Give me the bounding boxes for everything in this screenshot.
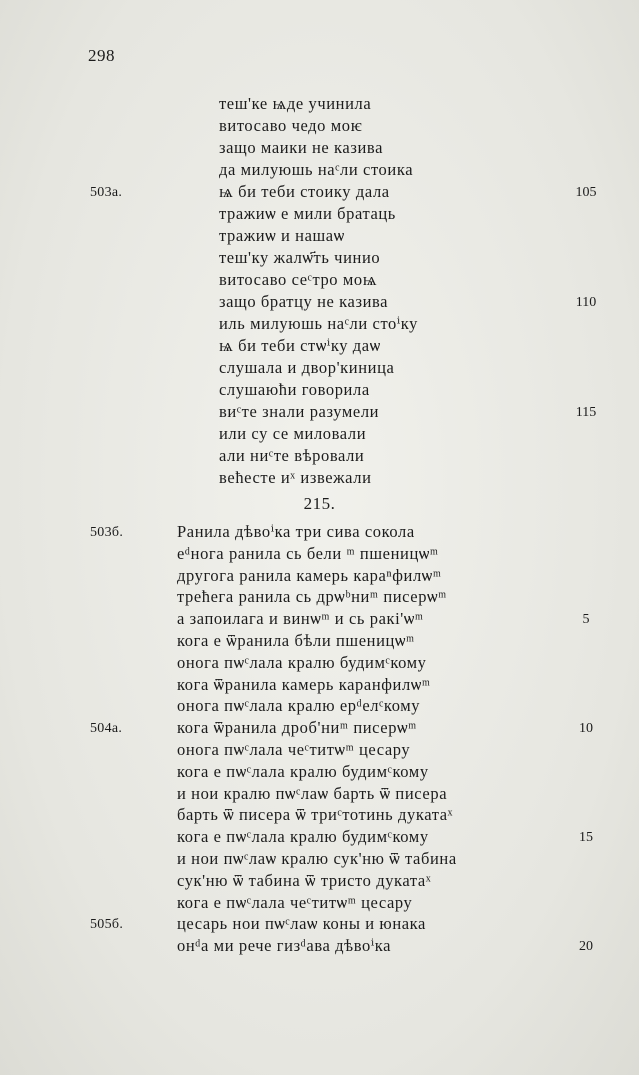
verse-line <box>0 202 639 226</box>
verse-text: онога пѡᶜлала чеᶜтитѡᵐ цесару <box>177 740 411 759</box>
verse-text: другога ранила камерь караⁿфилѡᵐ <box>177 565 442 585</box>
line-number: 15 <box>579 830 593 846</box>
verse-line <box>0 444 639 468</box>
verse-text: ѩ би теби стѡⁱку даѡ <box>219 336 381 355</box>
line-number: 110 <box>575 295 597 310</box>
verse-text: онога пѡᶜлала кралю будимᶜкому <box>177 652 427 672</box>
verse-line <box>0 891 639 915</box>
verse-text: а запоилага и винѡᵐ и сь ракі'ѡᵐ <box>177 609 424 629</box>
verse-line <box>0 825 639 849</box>
verse-text: теш'ку жалѡ҃ть чинио <box>219 248 381 267</box>
verse-text: кога е пѡᶜлала чеᶜтитѡᵐ цесару <box>177 892 413 912</box>
line-number: 115 <box>575 405 597 420</box>
manuscript-reference: 503б. <box>90 525 124 540</box>
line-number: 5 <box>582 612 590 628</box>
verse-line <box>0 542 639 566</box>
verse-text: цесарь нои пѡᶜлаѡ коны и юнака <box>177 914 426 934</box>
line-number: 10 <box>579 721 593 737</box>
verse-line <box>0 651 639 675</box>
verse-line <box>0 136 639 160</box>
verse-text: витосаво чедо моѥ <box>219 116 363 135</box>
page-number: 298 <box>88 46 115 65</box>
verse-line <box>0 629 639 653</box>
manuscript-reference: 503а. <box>90 185 123 200</box>
verse-line <box>0 847 639 871</box>
verse-text: тражиѡ и нашаѡ <box>219 226 345 245</box>
manuscript-reference: 504а. <box>90 721 123 737</box>
verse-text: защо маики не казива <box>219 138 383 157</box>
verse-line <box>0 290 639 314</box>
line-number: 105 <box>575 185 597 200</box>
verse-line <box>0 158 639 182</box>
verse-text: кога е пѡᶜлала кралю будимᶜкому <box>177 761 429 781</box>
verse-text: трећега ранила сь дрѡᵇниᵐ писерѡᵐ <box>177 587 447 607</box>
verse-line <box>0 312 639 336</box>
verse-line <box>0 334 639 358</box>
manuscript-reference: 505б. <box>90 917 124 933</box>
verse-text: али ниᶜте вѣровали <box>219 446 365 465</box>
verse-line <box>0 246 639 270</box>
verse-text: кога ѿранила дроб'ниᵐ писерѡᵐ <box>177 718 417 738</box>
verse-text: кога е ѿранила бѣли пшеницѡᵐ <box>177 631 415 650</box>
verse-line <box>0 400 639 424</box>
verse-line <box>0 356 639 380</box>
line-number: 20 <box>579 939 593 955</box>
verse-line <box>0 268 639 292</box>
verse-line <box>0 585 639 609</box>
verse-line <box>0 760 639 784</box>
verse-line <box>0 520 639 544</box>
verse-text: Ранила дѣвоⁱка три сива сокола <box>177 522 415 541</box>
verse-text: кога е пѡᶜлала кралю будимᶜкому <box>177 827 429 847</box>
verse-text: слушала и двор'киница <box>219 358 395 377</box>
verse-line <box>0 782 639 806</box>
section-number: 215. <box>303 494 336 513</box>
verse-text: или су се миловали <box>219 424 367 443</box>
verse-line <box>0 803 639 827</box>
verse-line <box>0 466 639 490</box>
verse-text: теш'ке ѩде учинила <box>219 94 372 113</box>
verse-text: вeћесте иˣ извежали <box>219 468 372 487</box>
verse-line <box>0 422 639 446</box>
verse-line <box>0 92 639 116</box>
verse-line <box>0 378 639 402</box>
verse-line <box>0 114 639 138</box>
verse-text: и нои кралю пѡᶜлаѡ барть ѿ писера <box>177 783 448 803</box>
verse-line <box>0 564 639 588</box>
verse-line <box>0 738 639 762</box>
verse-text: онᵈа ми рече гизᵈава дѣвоⁱка <box>177 936 392 956</box>
verse-line <box>0 224 639 248</box>
verse-text: и нои пѡᶜлаѡ кралю сук'ню ѿ табина <box>177 849 457 868</box>
verse-text: сук'ню ѿ табина ѿ тристо дукатаˣ <box>177 870 432 890</box>
verse-text: кога ѿранила камерь каранфилѡᵐ <box>177 674 431 694</box>
verse-text: еᵈнога ранила сь бели ᵐ пшеницѡᵐ <box>177 543 439 563</box>
verse-text: да милуюшь наᶜли стоика <box>219 160 414 179</box>
verse-line <box>0 716 639 740</box>
verse-text: барть ѿ писера ѿ триᶜтотинь дукатаˣ <box>177 805 454 825</box>
verse-line <box>0 934 639 958</box>
verse-line <box>0 607 639 631</box>
verse-text: виᶜте знали разумели <box>219 402 380 421</box>
verse-line <box>0 694 639 718</box>
verse-text: ѩ би теби стоику дала <box>219 182 390 201</box>
verse-line <box>0 673 639 697</box>
verse-line <box>0 912 639 936</box>
verse-text: защо братцу не казива <box>219 292 389 311</box>
verse-text: витосаво сеᶜтро моѩ <box>219 270 378 289</box>
verse-line <box>0 869 639 893</box>
verse-line <box>0 180 639 204</box>
verse-text: иль милуюшь наᶜли стоⁱку <box>219 314 419 333</box>
verse-text: слушаюћи говорила <box>219 380 370 399</box>
verse-text: тражиѡ е мили братаць <box>219 204 396 223</box>
verse-text: онога пѡᶜлала кралю ерᵈелᶜкому <box>177 696 421 716</box>
